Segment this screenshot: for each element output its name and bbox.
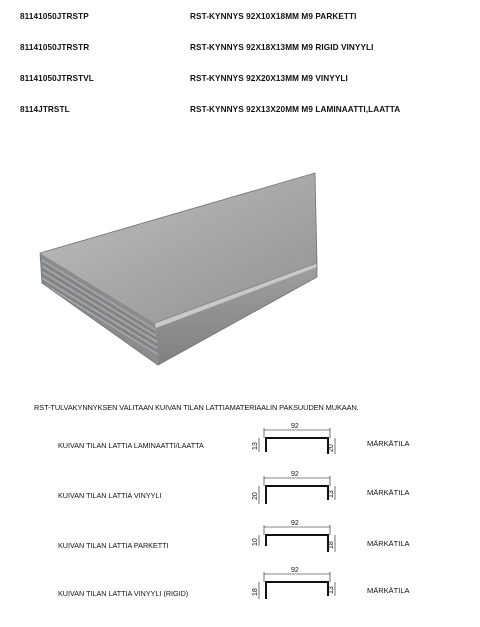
dry-floor-label: KUIVAN TILAN LATTIA VINYYLI: [58, 491, 162, 500]
product-row: [20, 105, 470, 136]
dry-floor-label: KUIVAN TILAN LATTIA VINYYLI (RIGID): [58, 589, 189, 598]
spec-row: [0, 470, 480, 514]
wet-room-label: MÄRKÄTILA: [367, 539, 410, 548]
product-code: 8114JTRSTL: [20, 105, 70, 114]
right-height-dimension: 13: [328, 586, 335, 594]
product-description: RST-KYNNYS 92X20X13MM M9 VINYYLI: [190, 74, 348, 83]
wet-room-label: MÄRKÄTILA: [367, 586, 410, 595]
product-row: [20, 43, 470, 74]
wet-room-label: MÄRKÄTILA: [367, 488, 410, 497]
product-description: RST-KYNNYS 92X10X18MM M9 PARKETTI: [190, 12, 357, 21]
width-dimension: 92: [291, 471, 299, 478]
wet-room-label: MÄRKÄTILA: [367, 439, 410, 448]
profile-section-diagram: [250, 519, 340, 563]
spec-row: [0, 566, 480, 610]
product-description: RST-KYNNYS 92X18X13MM M9 RIGID VINYYLI: [190, 43, 374, 52]
selection-note: RST-TULVAKYNNYKSEN VALITAAN KUIVAN TILAN LATTIAMATERIAALIN PAKSUUDEN MUKAAN.: [34, 403, 359, 412]
left-height-dimension: 13: [252, 442, 259, 450]
right-height-dimension: 13: [328, 490, 335, 498]
left-height-dimension: 18: [252, 588, 259, 596]
right-height-dimension: 20: [328, 444, 335, 452]
width-dimension: 92: [291, 423, 299, 430]
dry-floor-label: KUIVAN TILAN LATTIA LAMINAATTI/LAATTA: [58, 441, 204, 450]
spec-row: [0, 422, 480, 466]
profile-section-diagram: [250, 566, 340, 610]
profile-section-diagram: [250, 470, 340, 514]
left-height-dimension: 20: [252, 492, 259, 500]
product-row: [20, 12, 470, 43]
threshold-product-image: [30, 165, 330, 375]
product-code: 81141050JTRSTR: [20, 43, 90, 52]
dry-floor-label: KUIVAN TILAN LATTIA PARKETTI: [58, 541, 169, 550]
right-height-dimension: 18: [328, 541, 335, 549]
product-code: 81141050JTRSTVL: [20, 74, 94, 83]
spec-row: [0, 519, 480, 563]
width-dimension: 92: [291, 520, 299, 527]
product-code-list: [20, 12, 470, 136]
profile-section-diagram: [250, 422, 340, 466]
product-code: 81141050JTRSTP: [20, 12, 89, 21]
width-dimension: 92: [291, 567, 299, 574]
left-height-dimension: 10: [252, 538, 259, 546]
product-row: [20, 74, 470, 105]
product-description: RST-KYNNYS 92X13X20MM M9 LAMINAATTI,LAATTA: [190, 105, 401, 114]
